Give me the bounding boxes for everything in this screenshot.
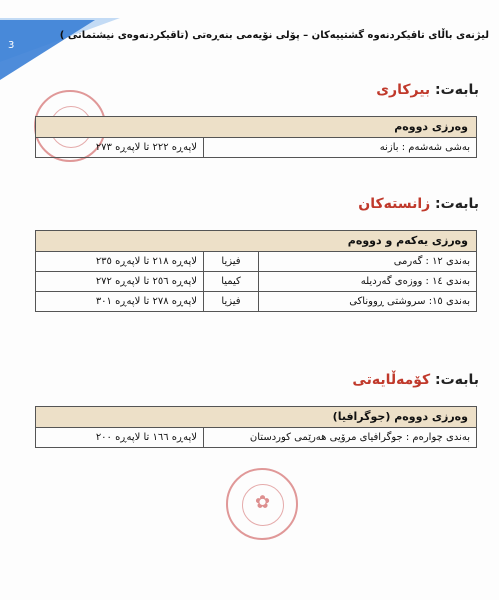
table-row: بەشی شەشەم : بازنە لاپەڕە ٢٢٢ تا لاپەڕە ٢٧٣ [36, 138, 476, 157]
table-row: بەندی چوارەم : جوگرافیای مرۆیی هەرێمی کوردستان لاپەڕە ١٦٦ تا لاپەڕە ٢٠٠ [36, 428, 476, 447]
section-math-term: وەرزی دووەم [36, 117, 476, 138]
section-math-table [35, 116, 477, 158]
section-social-term: وەرزی دووەم (جوگرافیا) [36, 407, 476, 428]
section-math-heading: بابەت: بیرکاری [376, 82, 479, 98]
section-science-heading: بابەت: زانستەکان [358, 196, 479, 212]
table-row: بەندی ١٥: سروشتی ڕووناکی فیزیا لاپەڕە ٢٧٨ تا لاپەڕە ٣٠١ [36, 292, 476, 311]
table-row: بەندی ١٢ : گەرمی فیزیا لاپەڕە ٢١٨ تا لاپەڕە ٢٣٥ [36, 252, 476, 272]
page-header: لیژنەی باڵای تاقیکردنەوە گشتییەکان – پۆلی نۆیەمی بنەڕەتی (تاقیکردنەوەی نیشتمانی ) [59, 30, 489, 41]
section-science-table [35, 230, 477, 312]
section-social-heading: بابەت: کۆمەڵایەتی [352, 372, 479, 388]
section-science-term: وەرزی یەکەم و دووەم [36, 231, 476, 252]
page-number: 3 [8, 40, 15, 51]
table-row: بەندی ١٤ : ووزەی گەردیلە کیمیا لاپەڕە ٢٥٦ تا لاپەڕە ٢٧٢ [36, 272, 476, 292]
official-stamp: ✿ [226, 468, 298, 540]
section-social-table [35, 406, 477, 448]
